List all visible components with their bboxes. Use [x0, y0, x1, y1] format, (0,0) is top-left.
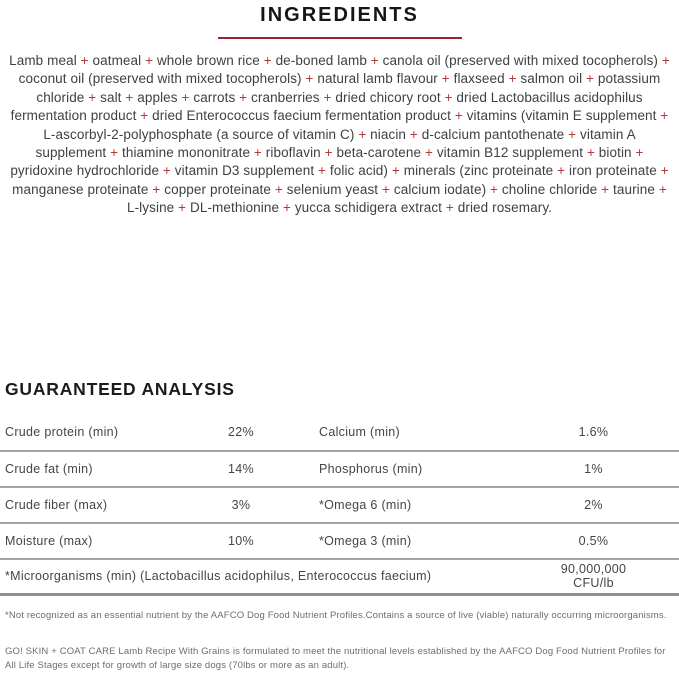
plus-separator: +	[409, 126, 418, 142]
analysis-row	[0, 415, 679, 451]
plus-separator: +	[145, 53, 154, 68]
plus-separator: +	[274, 181, 283, 197]
nutrient-label: *Omega 3 (min)	[287, 523, 540, 559]
plus-separator: +	[586, 71, 595, 87]
plus-separator: +	[557, 163, 566, 179]
guaranteed-analysis-table	[0, 415, 679, 597]
nutrient-label: *Omega 6 (min)	[287, 487, 540, 523]
plus-separator: +	[658, 181, 667, 197]
analysis-table-body	[0, 415, 679, 595]
plus-separator: +	[282, 200, 291, 216]
footnote-formulation-statement: GO! SKIN + COAT CARE Lamb Recipe With Grains is formulated to meet the nutritional levels established by the AAFCO Dog Food Nutrient Profiles for All Life Stages except for growth of large size dogs (70lbs or more as an adult).	[5, 646, 666, 671]
plus-separator: +	[125, 89, 134, 105]
plus-separator: +	[661, 53, 670, 68]
plus-separator: +	[445, 200, 454, 216]
nutrient-value: 0.5%	[540, 523, 679, 559]
plus-separator: +	[140, 108, 149, 124]
plus-separator: +	[441, 71, 450, 87]
nutrient-value: 10%	[195, 523, 287, 559]
plus-separator: +	[660, 108, 669, 124]
plus-separator: +	[424, 145, 433, 161]
nutrient-label: Crude protein (min)	[0, 415, 195, 451]
plus-separator: +	[660, 163, 669, 179]
nutrient-label: Crude fiber (max)	[0, 487, 195, 523]
plus-separator: +	[239, 89, 248, 105]
nutrient-label: Moisture (max)	[0, 523, 195, 559]
analysis-row	[0, 451, 679, 487]
nutrient-value: 2%	[540, 487, 679, 523]
analysis-row	[0, 487, 679, 523]
plus-separator: +	[323, 89, 332, 105]
plus-separator: +	[305, 71, 314, 87]
nutrient-value: 14%	[195, 451, 287, 487]
plus-separator: +	[635, 145, 644, 161]
plus-separator: +	[586, 145, 595, 161]
footnote-aafco-nutrient: *Not recognized as an essential nutrient by the AAFCO Dog Food Nutrient Profiles.Contains a source of live (viable) naturally occurring microorganisms.	[5, 610, 667, 622]
plus-separator: +	[358, 126, 367, 142]
nutrient-value: 3%	[195, 487, 287, 523]
nutrient-value: 1.6%	[540, 415, 679, 451]
plus-separator: +	[178, 200, 187, 216]
nutrient-label: Phosphorus (min)	[287, 451, 540, 487]
nutrient-value: 1%	[540, 451, 679, 487]
plus-separator: +	[391, 163, 400, 179]
plus-separator: +	[601, 181, 610, 197]
plus-separator: +	[152, 181, 161, 197]
nutrient-label: *Microorganisms (min) (Lactobacillus acidophilus, Enterococcus faecium)	[0, 559, 540, 595]
plus-separator: +	[382, 181, 391, 197]
plus-separator: +	[181, 89, 190, 105]
plus-separator: +	[324, 145, 333, 161]
guaranteed-analysis-title: GUARANTEED ANALYSIS	[5, 378, 235, 399]
plus-separator: +	[110, 145, 119, 161]
plus-separator: +	[263, 53, 272, 68]
plus-separator: +	[444, 89, 453, 105]
analysis-row	[0, 523, 679, 559]
plus-separator: +	[568, 126, 577, 142]
plus-separator: +	[508, 71, 517, 87]
plus-separator: +	[490, 181, 499, 197]
nutrient-label: Crude fat (min)	[0, 451, 195, 487]
analysis-row-microorganisms	[0, 559, 679, 595]
ingredients-paragraph: Lamb meal + oatmeal + whole brown rice + de-boned lamb + canola oil (preserved with mixed tocopherols) + coconut oil (preserved with mixed tocopherols) + natural lamb flavour + flaxseed + salmon oil + potassium chloride + salt + apples + carrots + cranberries + dried chicory root + dried Lactobacillus acidophilus fermentation product + dried Enterococcus faecium fermentation product + vitamins (vitamin E supplement + L-ascorbyl-2-polyphosphate (a source of vitamin C) + niacin + d-calcium pantothenate + vitamin A supplement + thiamine mononitrate + riboflavin + beta-carotene + vitamin B12 supplement + biotin + pyridoxine hydrochloride + vitamin D3 supplement + folic acid) + minerals (zinc proteinate + iron proteinate + manganese proteinate + copper proteinate + selenium yeast + calcium iodate) + choline chloride + taurine + L-lysine + DL-methionine + yucca schidigera extract + dried rosemary.	[9, 53, 670, 216]
red-divider-rule	[218, 37, 462, 39]
plus-separator: +	[253, 145, 262, 161]
plus-separator: +	[318, 163, 327, 179]
nutrient-label: Calcium (min)	[287, 415, 540, 451]
nutrient-value: 22%	[195, 415, 287, 451]
ingredients-section-title: INGREDIENTS	[260, 4, 419, 26]
plus-separator: +	[162, 163, 171, 179]
plus-separator: +	[454, 108, 463, 124]
nutrient-value: 90,000,000 CFU/lb	[540, 559, 679, 595]
plus-separator: +	[370, 53, 379, 68]
plus-separator: +	[88, 89, 97, 105]
plus-separator: +	[80, 53, 89, 68]
